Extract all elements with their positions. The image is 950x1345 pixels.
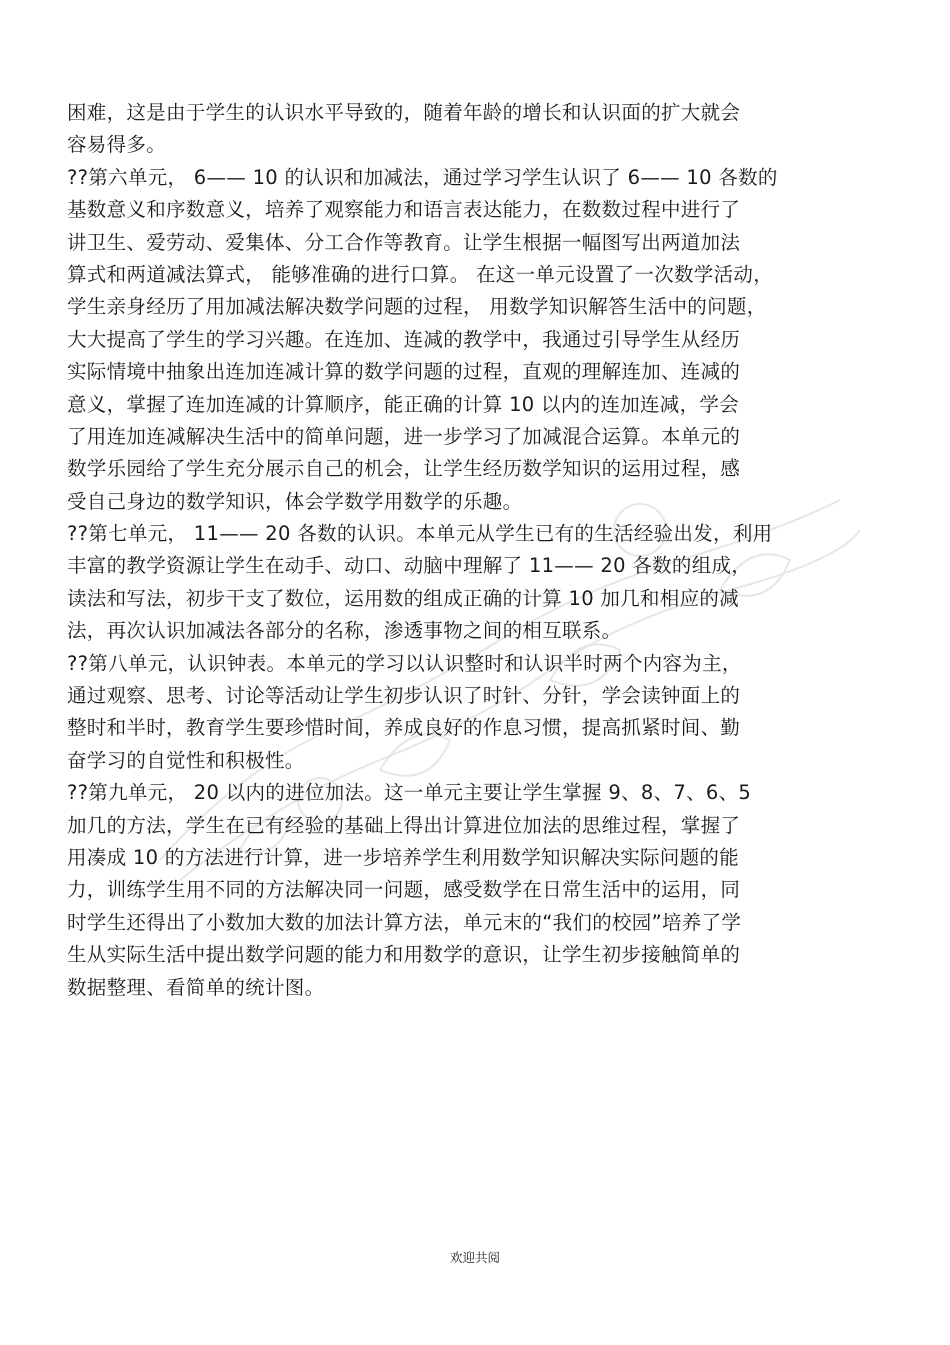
text-line: 整时和半时，教育学生要珍惜时间，养成良好的作息习惯，提高抓紧时间、勤 — [67, 716, 741, 740]
text-line: 奋学习的自觉性和积极性。 — [67, 748, 305, 772]
text-line: 讲卫生、爱劳动、爱集体、分工合作等教育。让学生根据一幅图写出两道加法 — [67, 230, 741, 254]
text-line: 法，再次认识加减法各部分的名称，渗透事物之间的相互联系。 — [67, 619, 622, 643]
text-line: 基数意义和序数意义，培养了观察能力和语言表达能力，在数数过程中进行了 — [67, 198, 741, 222]
text-line: 力，训练学生用不同的方法解决同一问题，感受数学在日常生活中的运用，同 — [67, 878, 741, 902]
text-line: ??第七单元， 11—— 20 各数的认识。本单元从学生已有的生活经验出发，利用 — [67, 522, 773, 546]
document-body — [67, 97, 897, 1004]
text-line: 算式和两道减法算式， 能够准确的进行口算。 在这一单元设置了一次数学活动， — [67, 262, 773, 286]
text-line: 生从实际生活中提出数学问题的能力和用数学的意识，让学生初步接触简单的 — [67, 943, 741, 967]
text-line: 意义，掌握了连加连减的计算顺序，能正确的计算 10 以内的连加连减，学会 — [67, 392, 740, 416]
text-line: ??第八单元，认识钟表。本单元的学习以认识整时和认识半时两个内容为主， — [67, 651, 742, 675]
text-line: 困难，这是由于学生的认识水平导致的，随着年龄的增长和认识面的扩大就会 — [67, 101, 741, 124]
text-line: 了用连加连减解决生活中的简单问题，进一步学习了加减混合运算。本单元的 — [67, 424, 741, 448]
text-line: ??第六单元， 6—— 10 的认识和加减法，通过学习学生认识了 6—— 10 各数的 — [67, 165, 778, 189]
text-line: 实际情境中抽象出连加连减计算的数学问题的过程，直观的理解连加、连减的 — [67, 360, 741, 384]
text-line: 数据整理、看简单的统计图。 — [67, 975, 325, 999]
text-line: 通过观察、思考、讨论等活动让学生初步认识了时针、分针，学会读钟面上的 — [67, 684, 741, 708]
text-line: 丰富的教学资源让学生在动手、动口、动脑中理解了 11—— 20 各数的组成， — [67, 554, 752, 578]
page-footer: 欢迎共阅 — [449, 1250, 500, 1265]
text-line: 大大提高了学生的学习兴趣。在连加、连减的教学中，我通过引导学生从经历 — [67, 327, 741, 351]
text-line: 容易得多。 — [67, 133, 167, 157]
text-line: 学生亲身经历了用加减法解决数学问题的过程， 用数学知识解答生活中的问题， — [67, 295, 767, 319]
text-line: 读法和写法，初步干支了数位，运用数的组成正确的计算 10 加几和相应的减 — [67, 586, 740, 610]
text-line: 时学生还得出了小数加大数的加法计算方法，单元末的“我们的校园”培养了学 — [67, 910, 742, 934]
text-line: 数学乐园给了学生充分展示自己的机会，让学生经历数学知识的运用过程，感 — [67, 457, 741, 481]
text-line: 用凑成 10 的方法进行计算，进一步培养学生利用数学知识解决实际问题的能 — [67, 845, 740, 869]
text-line: 加几的方法，学生在已有经验的基础上得出计算进位加法的思维过程，掌握了 — [67, 813, 741, 837]
text-line: 受自己身边的数学知识，体会学数学用数学的乐趣。 — [67, 489, 523, 513]
text-line: ??第九单元， 20 以内的进位加法。这一单元主要让学生掌握 9、8、7、6、5 — [67, 781, 752, 805]
